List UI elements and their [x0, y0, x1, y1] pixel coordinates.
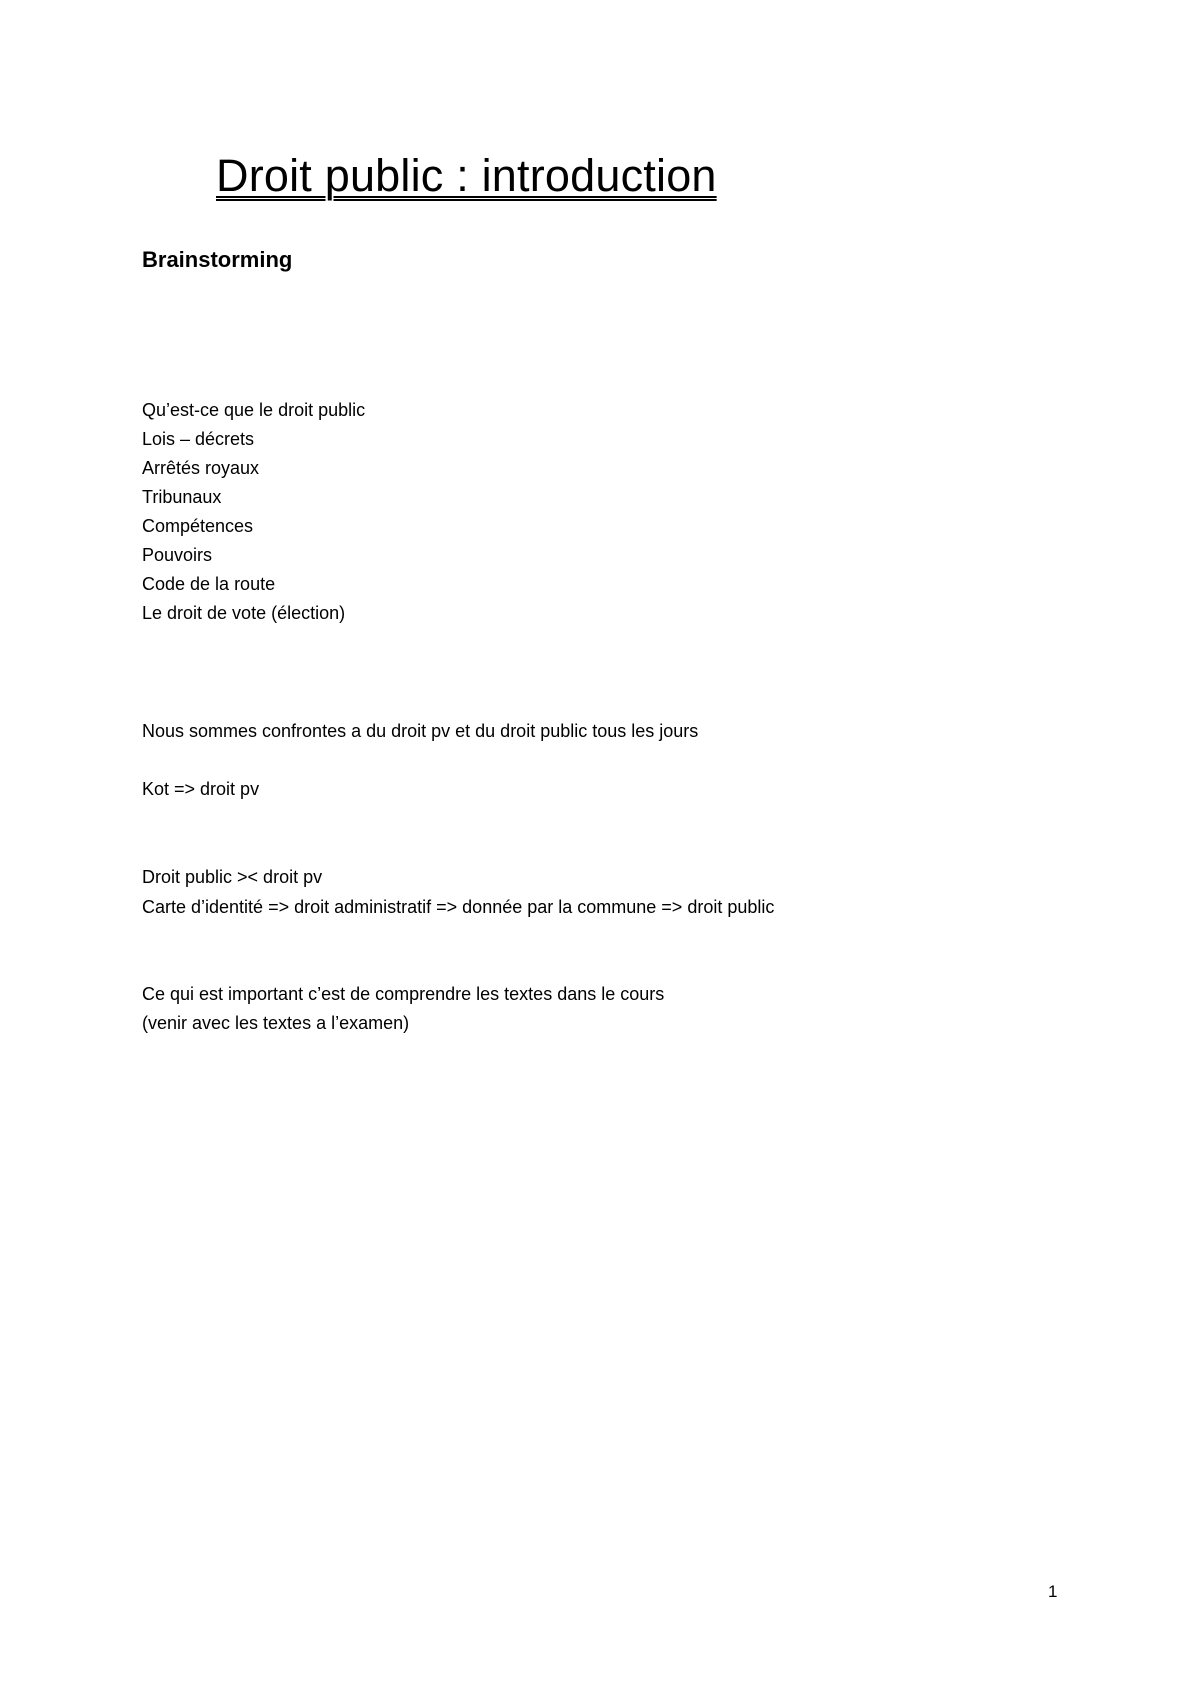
paragraph-id-card: Carte d’identité => droit administratif => donnée par la commune => droit public — [142, 897, 775, 917]
list-item: Code de la route — [142, 574, 276, 594]
section-heading: Brainstorming — [142, 247, 293, 272]
paragraph-kot: Kot => droit pv — [142, 779, 260, 799]
document-title: Droit public : introduction — [216, 150, 717, 201]
paragraph-opposition: Droit public >< droit pv — [142, 867, 323, 887]
list-item: Lois – décrets — [142, 429, 255, 449]
list-item: Tribunaux — [142, 487, 222, 507]
paragraph-exam-note: (venir avec les textes a l’examen) — [142, 1013, 410, 1033]
list-item: Compétences — [142, 516, 254, 536]
list-item: Pouvoirs — [142, 545, 213, 565]
paragraph-important: Ce qui est important c’est de comprendre les textes dans le cours — [142, 984, 665, 1004]
list-item: Le droit de vote (élection) — [142, 603, 346, 623]
list-item: Qu’est-ce que le droit public — [142, 400, 366, 420]
paragraph-daily-life: Nous sommes confrontes a du droit pv et du droit public tous les jours — [142, 721, 699, 741]
list-item: Arrêtés royaux — [142, 458, 260, 478]
page-number: 1 — [1048, 1582, 1058, 1601]
